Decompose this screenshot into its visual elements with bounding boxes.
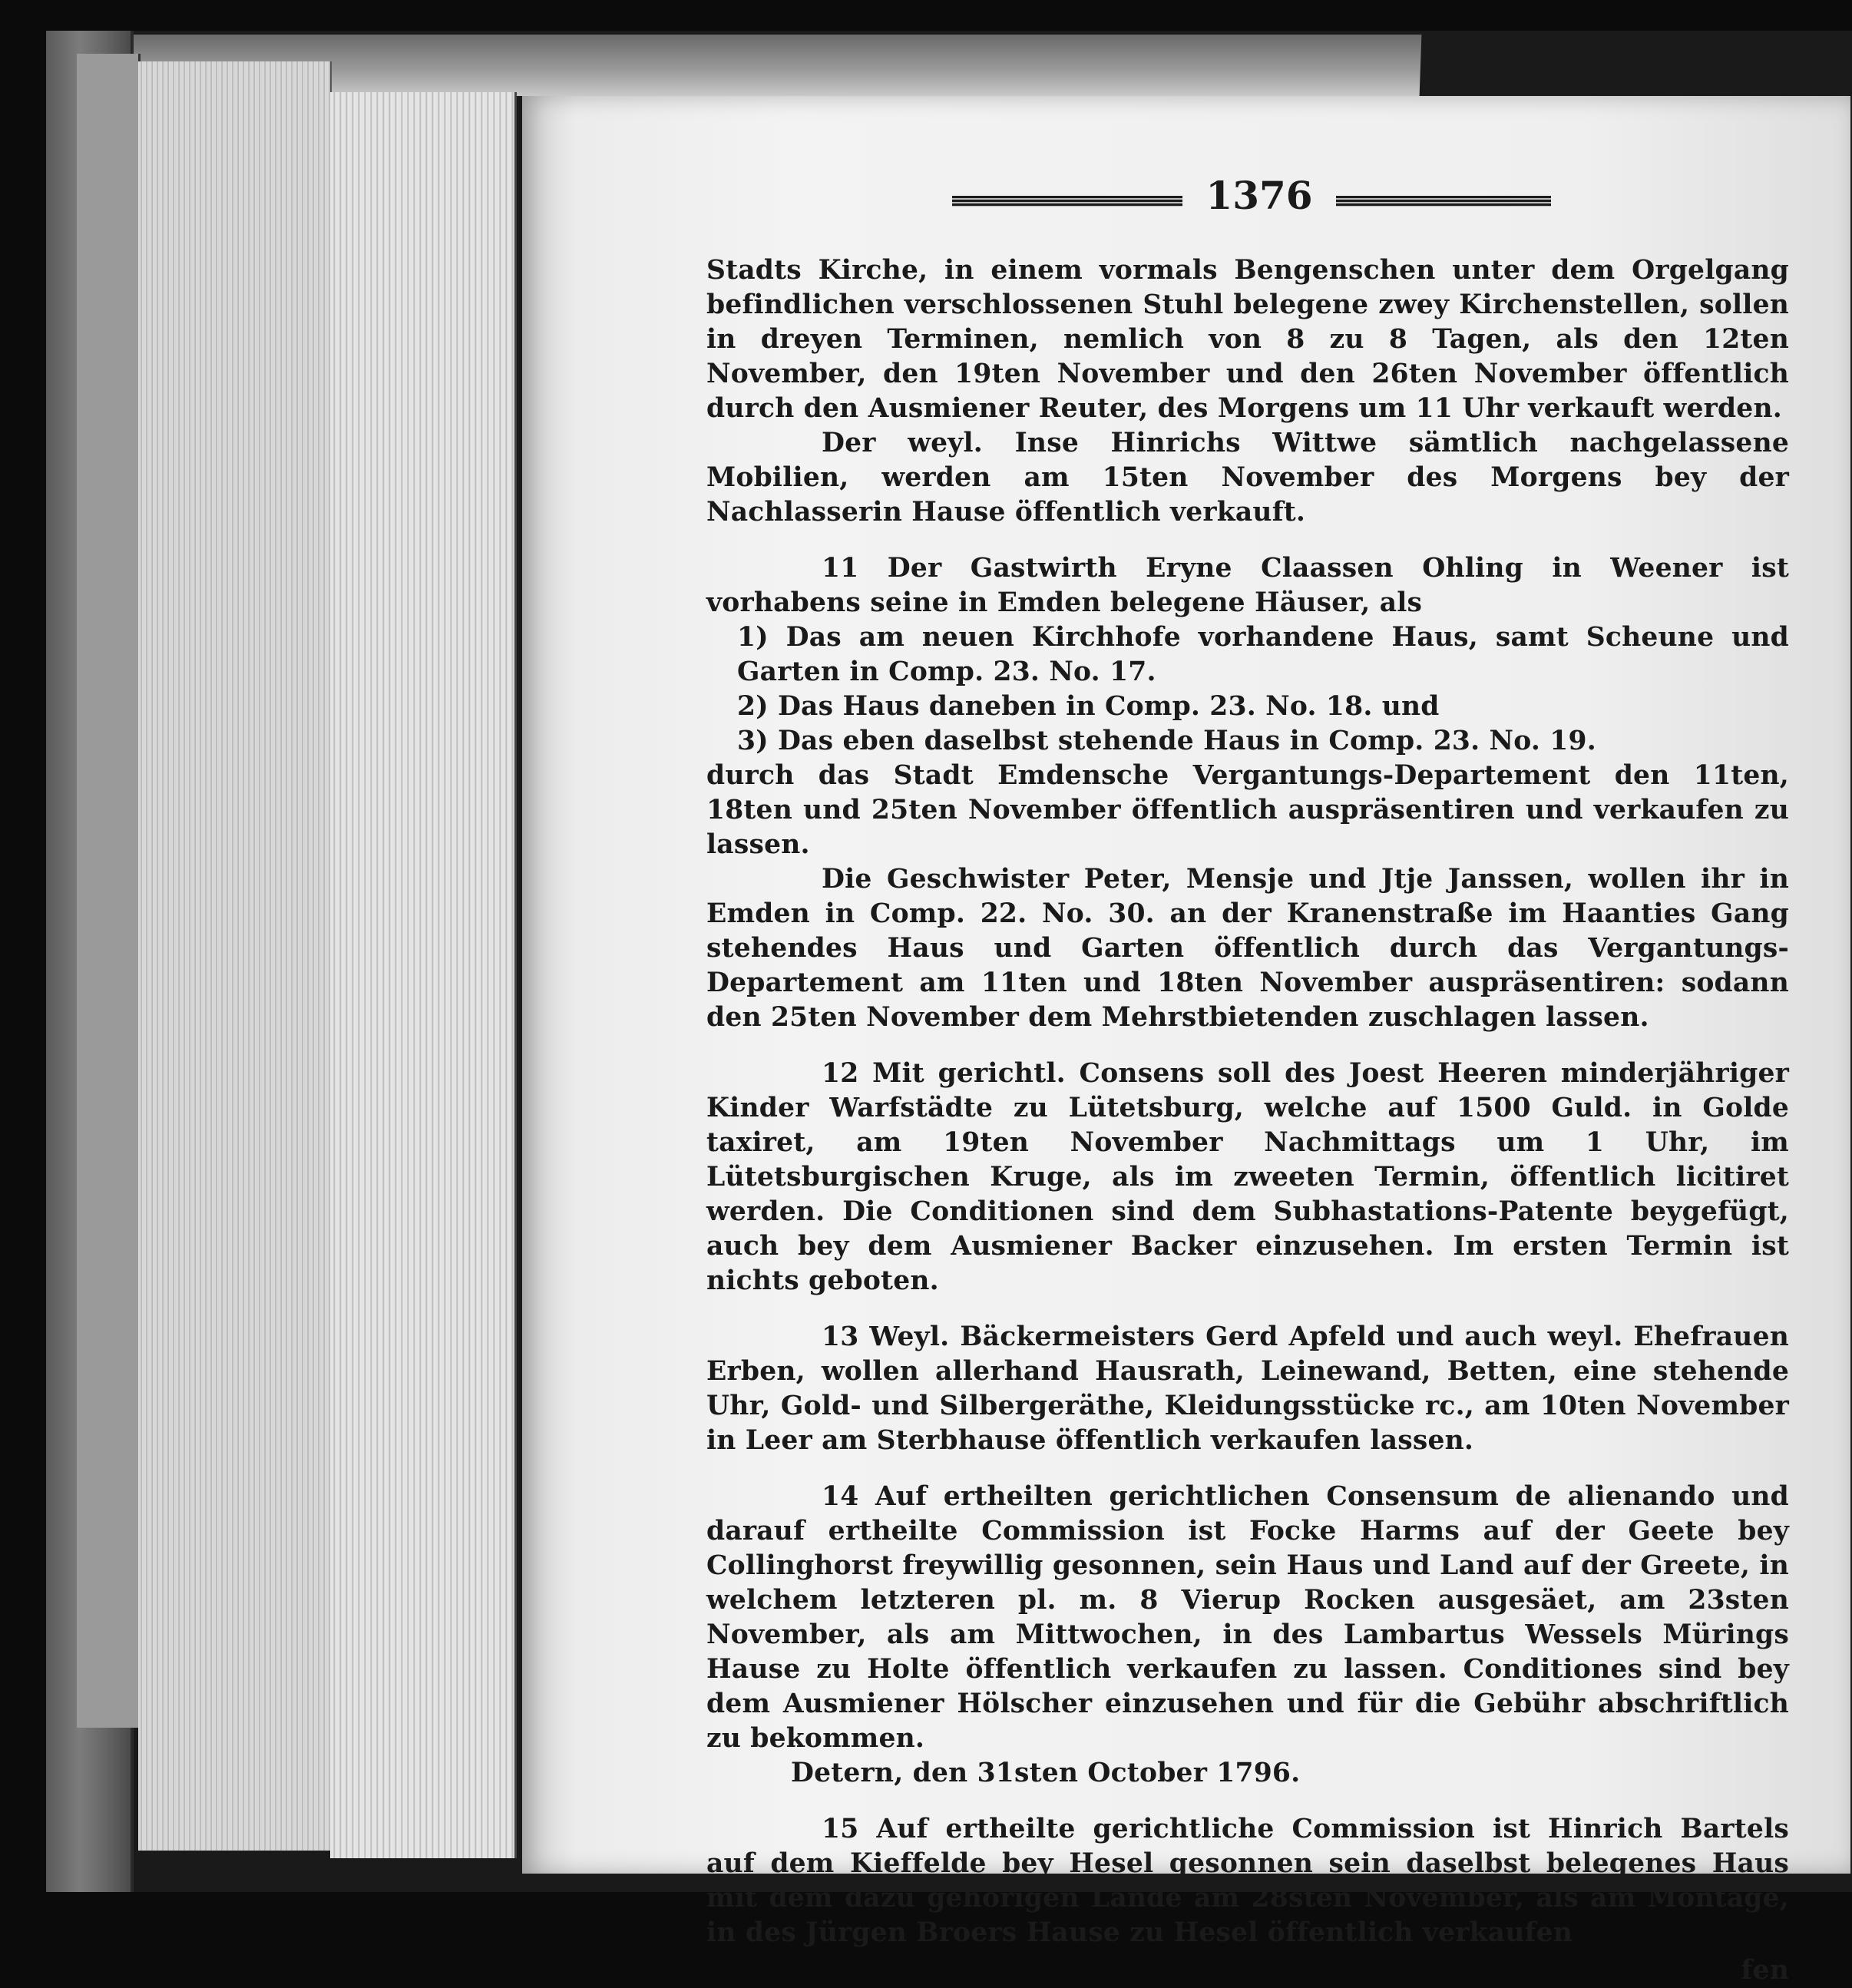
page-text xyxy=(706,253,1789,1988)
paragraph-2: Der weyl. Inse Hinrichs Wittwe sämtlich nachgelassene Mobilien, werden am 15ten November des Morgens bey der Nachlasserin Hause öffentlich verkauft. xyxy=(706,428,1789,528)
list-item-1: 1) Das am neuen Kirchhofe vorhandene Haus, samt Scheune und Garten in Comp. 23. No. 17. xyxy=(737,622,1789,687)
paragraph-1: Stadts Kirche, in einem vormals Bengenschen unter dem Orgelgang befindlichen verschlossenen Stuhl belegene zwey Kirchenstellen, sollen in dreyen Terminen, nemlich von 8 zu 8 Tagen, als den 12ten November, den 19ten November und den 26ten November öffentlich durch den Ausmiener Reuter, des Morgens um 11 Uhr verkauft werden. xyxy=(706,255,1789,424)
page-number: 1376 xyxy=(1205,173,1313,218)
paragraph-13: 13 Weyl. Bäckermeisters Gerd Apfeld und auch weyl. Ehefrauen Erben, wollen allerhand Hausrath, Leinewand, Betten, eine stehende Uhr, Gold- und Silbergeräthe, Kleidungsstücke rc., am 10ten November in Leer am Sterbhause öffentlich verkaufen lassen. xyxy=(706,1321,1789,1456)
header-rule-right xyxy=(1336,196,1551,207)
list-item-2: 2) Das Haus daneben in Comp. 23. No. 18. und xyxy=(737,691,1440,722)
page-header xyxy=(952,173,1643,227)
page-stack-inner xyxy=(330,92,517,1858)
paragraph-11: 11 Der Gastwirth Eryne Claassen Ohling in Weener ist vorhabens seine in Emden belegene Häuser, als xyxy=(706,553,1789,618)
page-stack-left xyxy=(138,61,332,1851)
book-cover-board xyxy=(77,54,141,1728)
paragraph-14: 14 Auf ertheilten gerichtlichen Consensum de alienando und darauf ertheilte Commission ist Focke Harms auf der Geete bey Collinghorst freywillig gesonnen, sein Haus und Land auf der Greete, in welchem letzteren pl. m. 8 Vierup Rocken ausgesäet, am 23sten November, als am Mittwochen, in des Lambartus Wessels Mürings Hause zu Holte öffentlich verkaufen zu lassen. Conditiones sind bey dem Ausmiener Hölscher einzusehen und für die Gebühr abschriftlich zu bekommen. xyxy=(706,1481,1789,1754)
header-rule-left xyxy=(952,196,1182,207)
paragraph-15: 15 Auf ertheilte gerichtliche Commission ist Hinrich Bartels auf dem Kieffelde bey Hesel gesonnen sein daselbst belegenes Haus mit dem dazu gehörigen Lande am 28sten November, als am Montage, in des Jürgen Broers Hause zu Hesel öffentlich verkaufen xyxy=(706,1814,1789,1948)
paragraph-janssen: Die Geschwister Peter, Mensje und Jtje Janssen, wollen ihr in Emden in Comp. 22. No. 30. an der Kranenstraße im Haanties Gang stehendes Haus und Garten öffentlich durch das Vergantungs-Departement am 11ten und 18ten November auspräsentiren: sodann den 25ten November dem Mehrstbietenden zuschlagen lassen. xyxy=(706,864,1789,1033)
list-item-3: 3) Das eben daselbst stehende Haus in Comp. 23. No. 19. xyxy=(737,726,1596,756)
paragraph-11-cont: durch das Stadt Emdensche Vergantungs-Departement den 11ten, 18ten und 25ten November öffentlich auspräsentiren und verkaufen zu lassen. xyxy=(706,760,1789,860)
catchword: fen xyxy=(1741,1955,1789,1986)
place-date-line: Detern, den 31sten October 1796. xyxy=(791,1758,1301,1788)
paragraph-12: 12 Mit gerichtl. Consens soll des Joest Heeren minderjähriger Kinder Warfstädte zu Lütetsburg, welche auf 1500 Guld. in Golde taxiret, am 19ten November Nachmittags um 1 Uhr, im Lütetsburgischen Kruge, als im zweeten Termin, öffentlich licitiret werden. Die Conditionen sind dem Subhastations-Patente beygefügt, auch bey dem Ausmiener Backer einzusehen. Im ersten Termin ist nichts geboten. xyxy=(706,1058,1789,1296)
